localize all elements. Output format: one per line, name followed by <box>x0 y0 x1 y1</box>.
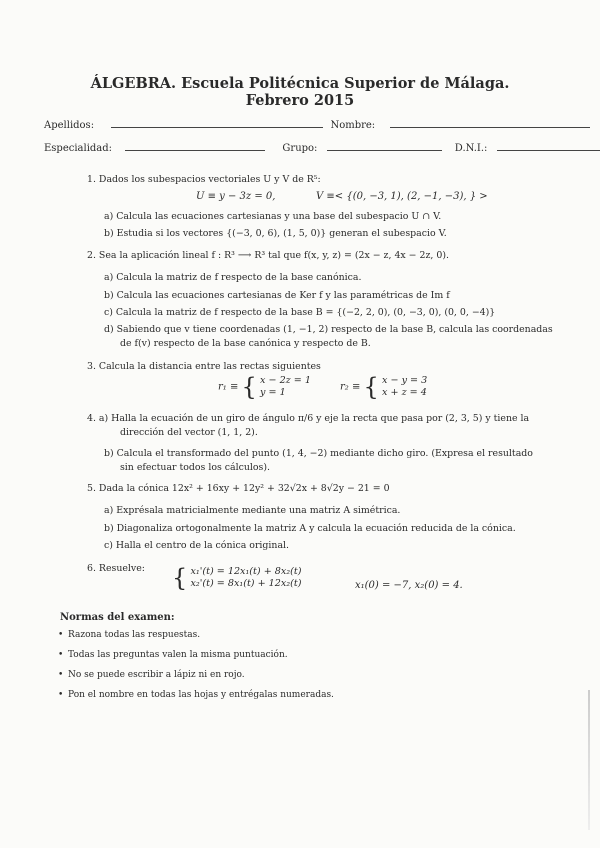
problem-1-a: a) Calcula las ecuaciones cartesianas y una base del subespacio U ∩ V. <box>104 211 442 222</box>
r1-label: r₁ ≡ <box>218 381 239 393</box>
name-row <box>44 118 590 131</box>
r2-system <box>382 375 427 399</box>
problem-4-b2: sin efectuar todos los cálculos). <box>120 462 270 473</box>
exam-title: ÁLGEBRA. Escuela Politécnica Superior de Málaga. <box>90 75 510 92</box>
problem-1-eq-v: V ≡< {(0, −3, 1), (2, −1, −3), } > <box>316 191 488 202</box>
problem-2-a: a) Calcula la matriz de f respecto de la base canónica. <box>104 272 362 283</box>
problem-2-statement: 2. Sea la aplicación lineal f : R³ ⟶ R³ tal que f(x, y, z) = (2x − z, 4x − 2z, 0). <box>87 250 449 261</box>
grupo-label: Grupo: <box>282 143 318 154</box>
problem-1-b: b) Estudia si los vectores {(−3, 0, 6), (1, 5, 0)} generan el subespacio V. <box>104 228 447 239</box>
norm-item: • Pon el nombre en todas las hojas y entrégalas numeradas. <box>68 690 334 700</box>
ode-eq1: x₁'(t) = 12x₁(t) + 8x₂(t) <box>190 566 302 577</box>
dni-label: D.N.I.: <box>454 143 488 154</box>
problem-2-d2: de f(v) respecto de la base canónica y respecto de B. <box>120 338 371 349</box>
problem-3-line-r2 <box>340 375 427 399</box>
scan-edge-mark <box>588 690 590 830</box>
r2-eq2: x + z = 4 <box>382 387 427 398</box>
ode-system <box>190 566 301 590</box>
r1-system <box>260 375 311 399</box>
left-brace-icon: { <box>363 373 379 401</box>
norms-title: Normas del examen: <box>60 612 175 623</box>
nombre-label: Nombre: <box>330 120 376 131</box>
r2-eq1: x − y = 3 <box>382 375 428 386</box>
exam-date: Febrero 2015 <box>245 92 355 109</box>
r1-eq1: x − 2z = 1 <box>260 375 311 386</box>
left-brace-icon: { <box>172 564 188 592</box>
problem-4-a2: dirección del vector (1, 1, 2). <box>120 427 258 438</box>
problem-1-statement: 1. Dados los subespacios vectoriales U y V de R⁵: <box>87 174 321 185</box>
especialidad-line[interactable] <box>125 141 265 151</box>
problem-6-system <box>172 566 302 590</box>
apellidos-line[interactable] <box>111 118 323 128</box>
norm-item: • Razona todas las respuestas. <box>68 630 200 640</box>
problem-5-a: a) Exprésala matricialmente mediante una matriz A simétrica. <box>104 505 401 516</box>
specialty-row <box>44 141 600 154</box>
problem-2-c: c) Calcula la matriz de f respecto de la base B = {(−2, 2, 0), (0, −3, 0), (0, 0, −4)} <box>104 307 496 318</box>
problem-5-b: b) Diagonaliza ortogonalmente la matriz A y calcula la ecuación reducida de la cónica. <box>104 523 516 534</box>
problem-1-eq-u: U ≡ y − 3z = 0, <box>196 191 276 202</box>
especialidad-label: Especialidad: <box>44 143 113 154</box>
problem-4-b1: b) Calcula el transformado del punto (1, 4, −2) mediante dicho giro. (Expresa el resultado <box>104 448 533 459</box>
problem-2-d1: d) Sabiendo que v tiene coordenadas (1, −1, 2) respecto de la base B, calcula las coordenadas <box>104 324 553 335</box>
nombre-line[interactable] <box>390 118 590 128</box>
problem-5-c: c) Halla el centro de la cónica original. <box>104 540 290 551</box>
exam-header <box>0 75 600 109</box>
left-brace-icon: { <box>241 373 257 401</box>
problem-3-statement: 3. Calcula la distancia entre las rectas siguientes <box>87 361 321 372</box>
grupo-line[interactable] <box>327 141 442 151</box>
problem-4-a1: 4. a) Halla la ecuación de un giro de ángulo π/6 y eje la recta que pasa por (2, 3, 5) y tiene la <box>87 413 530 424</box>
r2-label: r₂ ≡ <box>340 381 361 393</box>
norm-item: • Todas las preguntas valen la misma puntuación. <box>68 650 288 660</box>
apellidos-label: Apellidos: <box>44 120 95 131</box>
ode-eq2: x₂'(t) = 8x₁(t) + 12x₂(t) <box>190 578 302 589</box>
problem-6-statement: 6. Resuelve: <box>87 563 145 574</box>
r1-eq2: y = 1 <box>260 387 286 398</box>
problem-3-line-r1 <box>218 375 311 399</box>
problem-2-b: b) Calcula las ecuaciones cartesianas de Ker f y las paramétricas de Im f <box>104 290 450 301</box>
norm-item: • No se puede escribir a lápiz ni en rojo. <box>68 670 245 680</box>
problem-6-initial-conditions: x₁(0) = −7, x₂(0) = 4. <box>355 580 463 591</box>
dni-line[interactable] <box>497 141 600 151</box>
problem-5-statement: 5. Dada la cónica 12x² + 16xy + 12y² + 32√2x + 8√2y − 21 = 0 <box>87 483 390 494</box>
